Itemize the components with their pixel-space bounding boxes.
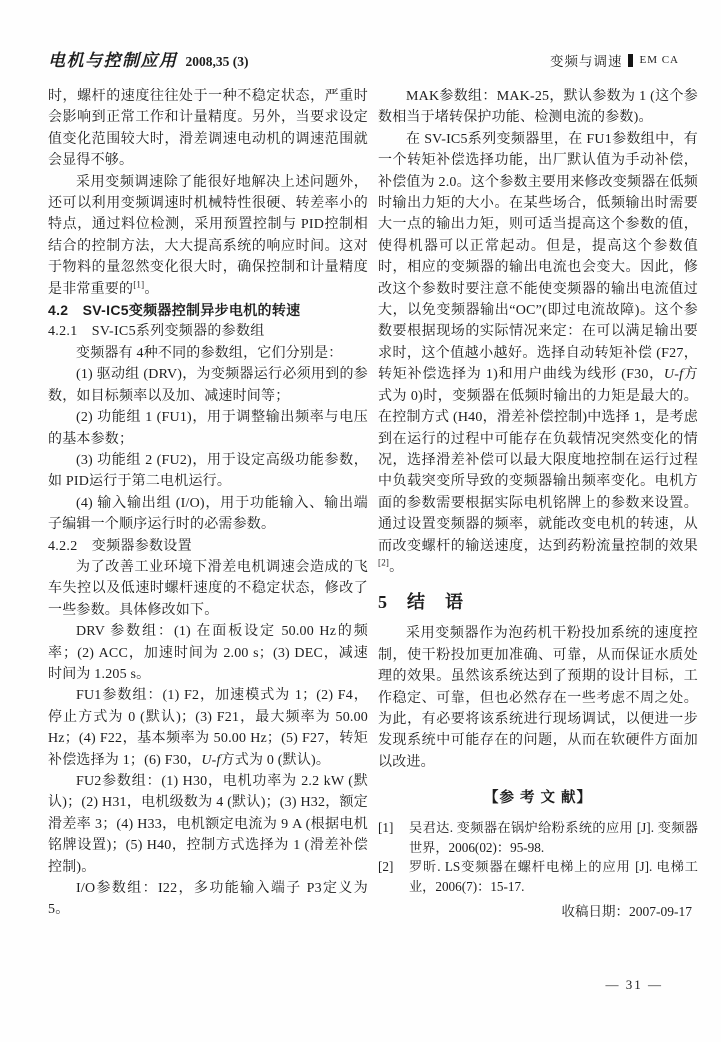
- body-paragraph: [48, 364, 368, 407]
- text-run: FU2参数组：(1) H30，电机功率为 2.2 kW (默认)；(2) H31，电机级数为 4 (默认)；(3) H32，额定滑差率 3；(4) H33，电机额定电流为 9 A (根据电机铭牌设置)；(5) H40，控制方式选择为 1 (滑差补偿控制)。: [48, 774, 368, 875]
- text-run: MAK参数组：MAK-25，默认参数为 1 (这个参数相当于堵转保护功能、检测电流的参数)。: [378, 89, 698, 126]
- text-run: U-f: [663, 367, 684, 383]
- text-run: I/O参数组：I22，多功能输入端子 P3定义为 5。: [48, 881, 368, 918]
- body-paragraph: [48, 685, 368, 771]
- text-run: 吴君达. 变频器在锅炉给粉系统的应用 [J]. 变频器世界，2006(02)：95-98.: [409, 820, 698, 855]
- body-paragraph: [378, 623, 698, 773]
- body-paragraph: [48, 493, 368, 536]
- text-run: 。: [144, 281, 159, 297]
- text-run: (1) 驱动组 (DRV)，为变频器运行必须用到的参数，如目标频率以及加、减速时间等；: [48, 367, 368, 404]
- header-right: [550, 50, 679, 70]
- body-paragraph: [48, 557, 368, 621]
- text-run: 罗昕. LS变频器在螺杆电梯上的应用 [J]. 电梯工业，2006(7)：15-17.: [409, 859, 698, 894]
- body-paragraph: [48, 407, 368, 450]
- text-run: (2) 功能组 1 (FU1)，用于调整输出频率与电压的基本参数；: [48, 410, 368, 447]
- reference-marker: [2]: [378, 859, 394, 875]
- body-paragraph: [48, 878, 368, 921]
- body-paragraph: [48, 450, 368, 493]
- body-paragraph: [378, 86, 698, 129]
- subsubsection-heading: [48, 536, 368, 557]
- text-run: 4.2.2 变频器参数设置: [48, 538, 192, 554]
- text-run: 在 SV-IC5系列变频器里，在 FU1参数组中，有一个转矩补偿选择功能，出厂默认值为手动补偿，补偿值为 2.0。这个参数主要用来修改变频器在低频时输出力矩的大小。在某些场合，低频输出时需要大一点的输出力矩，则可适当提高这个参数的值，使得机器可以正常起动。但是，提高这个参数值时，相应的变频器的输出电流也会变大。因此，修改这个参数时要注意不能使变频器的输出电流值过大，以免变频器输出“OC”(即过电流故障)。这个参数要根据现场的实际情况来定：在可以满足输出要求时，这个值越小越好。选择自动转矩补偿 (F27，转矩补偿选择为 1)和用户曲线为线形 (F30，: [378, 131, 698, 383]
- citation-superscript: [2]: [378, 557, 390, 568]
- text-run: 。: [389, 559, 404, 575]
- divider-bar-icon: [628, 54, 633, 67]
- text-run: FU1参数组：(1) F2，加速模式为 1；(2) F4，停止方式为 0 (默认)；(3) F21，最大频率为 50.00 Hz；(4) F22，基本频率为 50.00 Hz；(5) F27，转矩补偿选择为 1；(6) F30，: [48, 688, 368, 768]
- article-body: [48, 86, 698, 922]
- text-run: (3) 功能组 2 (FU2)，用于设定高级功能参数，如 PID运行于第二电机运行。: [48, 452, 368, 490]
- page-header: [48, 46, 679, 71]
- body-paragraph: [48, 621, 368, 685]
- body-paragraph: [48, 343, 368, 364]
- text-run: 方式为 0)时，变频器在低频时输出的力矩是最大的。在控制方式 (H40，滑差补偿控制)中选择 1，是考虑到在运行的过程中可能存在负载情况突然变化的情况，选择滑差补偿可以最大限度地控制在运行过程中负载突变所导致的变频器输出频率变化。电机方面的参数需要根据实际电机铭牌上的参数来设置。通过设置变频器的频率，就能改变电机的转速，从而改变螺杆的输送速度，达到药粉流量控制的效果: [378, 367, 698, 554]
- text-run: 5 结 语: [378, 592, 464, 613]
- text-run: 为了改善工业环境下滑差电机调速会造成的飞车失控以及低速时螺杆速度的不稳定状态，修改了一些参数。具体修改如下。: [48, 559, 368, 618]
- subsection-heading: [48, 300, 368, 321]
- text-run: 采用变频调速除了能很好地解决上述问题外，还可以利用变频调速时机械特性很硬、转差率小的特点，通过料位检测，采用预置控制与 PID控制相结合的控制方法，大大提高系统的响应时间。这对于物料的量忽然变化很大时，确保控制和计量精度是非常重要的: [48, 174, 368, 297]
- text-run: 4.2.1 SV-IC5系列变频器的参数组: [48, 324, 265, 340]
- references-heading: [378, 786, 698, 807]
- text-run: 采用变频器作为泡药机干粉投加系统的速度控制，使干粉投加更加准确、可靠，从而保证水质处理的效果。虽然该系统达到了预期的设计目标，工作稳定、可靠，但也必然存在一些考虑不周之处。为此，有必要将该系统进行现场调试，以便进一步发现系统中可能存在的问题，从而在软硬件方面加以改进。: [378, 626, 698, 770]
- reference-item: [378, 857, 698, 896]
- journal-brand: EM CA: [639, 54, 679, 66]
- citation-superscript: [1]: [133, 279, 145, 289]
- text-run: DRV 参数组：(1) 在面板设定 50.00 Hz的频率；(2) ACC，加速时间为 2.00 s；(3) DEC，减速时间为 1.205 s。: [48, 624, 368, 682]
- body-paragraph: [48, 771, 368, 878]
- text-run: (4) 输入输出组 (I/O)，用于功能输入、输出端子编辑一个顺序运行时的必需参数。: [48, 495, 368, 533]
- subsubsection-heading: [48, 321, 368, 342]
- reference-item: [378, 818, 698, 857]
- section-heading: [378, 590, 698, 614]
- body-paragraph: [48, 86, 368, 172]
- text-run: U-f: [201, 752, 221, 768]
- reference-marker: [1]: [378, 820, 394, 836]
- body-paragraph: [48, 172, 368, 300]
- right-column: [378, 86, 698, 922]
- body-paragraph: [378, 129, 698, 579]
- journal-issue: 2008,35 (3): [185, 54, 249, 69]
- text-run: 方式为 0 (默认)。: [220, 752, 331, 768]
- header-left: [48, 46, 249, 71]
- text-run: 变频器有 4种不同的参数组，它们分别是：: [76, 345, 343, 361]
- journal-name: 电机与控制应用: [48, 51, 178, 70]
- received-date-line: [378, 902, 698, 922]
- text-run: 4.2 SV-IC5变频器控制异步电机的转速: [48, 302, 301, 319]
- page-number: — 31 —: [605, 977, 663, 992]
- text-run: 【参 考 文 献】: [483, 790, 593, 807]
- text-run: 时，螺杆的速度往往处于一种不稳定状态，严重时会影响到正常工作和计量精度。另外，当要求设定值变化范围较大时，滑差调速电动机的调速范围就会显得不够。: [48, 89, 368, 169]
- section-name: 变频与调速: [549, 54, 623, 69]
- text-run: 收稿日期：2007-09-17: [561, 903, 692, 919]
- left-column: [48, 86, 368, 922]
